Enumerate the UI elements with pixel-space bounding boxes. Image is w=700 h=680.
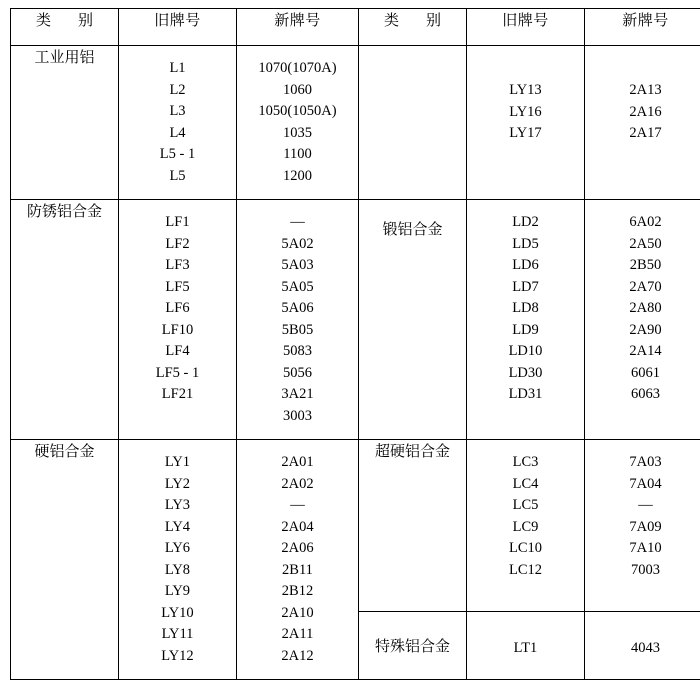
list-item: 2A06	[237, 538, 358, 560]
category-label: 防锈铝合金	[27, 204, 102, 220]
new-code-list	[237, 200, 358, 439]
category-label: 超硬铝合金	[375, 444, 450, 460]
list-item: LF5 - 1	[119, 363, 236, 385]
list-item: 3A21	[237, 384, 358, 406]
list-item: 2A17	[585, 123, 700, 145]
old-code-cell-industrial-aluminum	[119, 46, 237, 200]
new-code-list	[237, 440, 358, 679]
list-item: 2A12	[237, 646, 358, 668]
list-item: LD2	[467, 212, 584, 234]
list-item: 4043	[585, 638, 700, 660]
list-item: LC5	[467, 495, 584, 517]
table-row	[11, 440, 700, 612]
list-item: 1035	[237, 123, 358, 145]
list-item: LF6	[119, 298, 236, 320]
list-item: LD31	[467, 384, 584, 406]
list-item: 5083	[237, 341, 358, 363]
list-item: 2A01	[237, 452, 358, 474]
list-item: LY6	[119, 538, 236, 560]
list-item: L2	[119, 80, 236, 102]
list-item: 2A16	[585, 102, 700, 124]
list-item: 7A03	[585, 452, 700, 474]
list-item: 2A04	[237, 517, 358, 539]
new-code-list	[237, 46, 358, 199]
list-item: 7A10	[585, 538, 700, 560]
new-code-cell-special-aluminum-alloy	[585, 612, 700, 680]
category-cell-special-aluminum-alloy	[359, 612, 467, 680]
list-item: 6A02	[585, 212, 700, 234]
list-item: 1200	[237, 166, 358, 188]
list-item: LY3	[119, 495, 236, 517]
category-label: 硬铝合金	[34, 444, 94, 460]
list-item: LF2	[119, 234, 236, 256]
list-item: LT1	[467, 638, 584, 660]
list-item: L4	[119, 123, 236, 145]
new-code-cell-hard-aluminum-alloy	[237, 440, 359, 680]
new-code-cell-continued-hard-aluminum	[585, 46, 700, 200]
list-item: LD7	[467, 277, 584, 299]
old-code-cell-forged-aluminum-alloy	[467, 200, 585, 440]
list-item: 6061	[585, 363, 700, 385]
list-item: 2A70	[585, 277, 700, 299]
new-code-list	[585, 612, 700, 672]
list-item: 2A11	[237, 624, 358, 646]
list-item: 1050(1050A)	[237, 101, 358, 123]
list-item: LD8	[467, 298, 584, 320]
new-code-cell-forged-aluminum-alloy	[585, 200, 700, 440]
category-label: 工业用铝	[34, 50, 94, 66]
list-item: —	[585, 495, 700, 517]
list-item: LD30	[467, 363, 584, 385]
list-item: LY1	[119, 452, 236, 474]
category-cell-rustproof-aluminum-alloy	[11, 200, 119, 440]
header-old-code-left-label: 旧牌号	[154, 13, 201, 29]
old-code-list	[467, 200, 584, 418]
category-label: 特殊铝合金	[375, 639, 450, 655]
list-item: LF5	[119, 277, 236, 299]
category-cell-continued-hard-aluminum	[359, 46, 467, 200]
list-item: 5B05	[237, 320, 358, 342]
list-item: 5A03	[237, 255, 358, 277]
list-item: LY13	[467, 80, 584, 102]
list-item: L1	[119, 58, 236, 80]
old-code-list	[467, 612, 584, 672]
header-old-code-right-label: 旧牌号	[502, 13, 549, 29]
list-item: LC10	[467, 538, 584, 560]
list-item: 2B12	[237, 581, 358, 603]
list-item: LY4	[119, 517, 236, 539]
list-item: LY17	[467, 123, 584, 145]
list-item: LC4	[467, 474, 584, 496]
list-item: LY9	[119, 581, 236, 603]
list-item: LF10	[119, 320, 236, 342]
list-item: 7A09	[585, 517, 700, 539]
category-cell-industrial-aluminum	[11, 46, 119, 200]
old-code-list	[467, 46, 584, 157]
old-code-cell-special-aluminum-alloy	[467, 612, 585, 680]
list-item: LC9	[467, 517, 584, 539]
list-item: 7A04	[585, 474, 700, 496]
header-old-code-left	[119, 9, 237, 46]
header-category-right-label: 类 别	[378, 13, 447, 29]
header-category-left-label: 类 别	[30, 13, 99, 29]
list-item: 3003	[237, 406, 358, 428]
list-item: LC3	[467, 452, 584, 474]
list-item: LC12	[467, 560, 584, 582]
list-item: 2A10	[237, 603, 358, 625]
list-item: LY10	[119, 603, 236, 625]
document-page	[0, 8, 700, 643]
list-item: LD5	[467, 234, 584, 256]
category-cell-superhard-aluminum-alloy	[359, 440, 467, 612]
category-cell-forged-aluminum-alloy	[359, 200, 467, 440]
list-item: 2A50	[585, 234, 700, 256]
list-item: LY12	[119, 646, 236, 668]
list-item: 1070(1070A)	[237, 58, 358, 80]
table-header-row	[11, 9, 700, 46]
header-new-code-left	[237, 9, 359, 46]
header-new-code-left-label: 新牌号	[274, 13, 321, 29]
old-code-list	[119, 440, 236, 679]
list-item: LF3	[119, 255, 236, 277]
list-item: L5	[119, 166, 236, 188]
old-code-list	[119, 46, 236, 199]
list-item: 5A02	[237, 234, 358, 256]
list-item: 2A14	[585, 341, 700, 363]
new-code-cell-superhard-aluminum-alloy	[585, 440, 700, 612]
list-item: LD9	[467, 320, 584, 342]
category-cell-hard-aluminum-alloy	[11, 440, 119, 680]
list-item: LF4	[119, 341, 236, 363]
new-code-list	[585, 46, 700, 157]
list-item: 2B11	[237, 560, 358, 582]
old-code-cell-continued-hard-aluminum	[467, 46, 585, 200]
list-item: 5A05	[237, 277, 358, 299]
header-new-code-right-label: 新牌号	[622, 13, 669, 29]
list-item: L5 - 1	[119, 144, 236, 166]
list-item: LF21	[119, 384, 236, 406]
list-item: 1100	[237, 144, 358, 166]
list-item: 7003	[585, 560, 700, 582]
list-item	[119, 406, 236, 428]
list-item: 2A90	[585, 320, 700, 342]
list-item: 1060	[237, 80, 358, 102]
old-code-cell-rustproof-aluminum-alloy	[119, 200, 237, 440]
new-code-list	[585, 200, 700, 418]
list-item: 2A13	[585, 80, 700, 102]
new-code-cell-industrial-aluminum	[237, 46, 359, 200]
list-item: LD10	[467, 341, 584, 363]
list-item: LD6	[467, 255, 584, 277]
list-item: LY16	[467, 102, 584, 124]
header-new-code-right	[585, 9, 700, 46]
new-code-list	[585, 440, 700, 593]
list-item: 5A06	[237, 298, 358, 320]
new-code-cell-rustproof-aluminum-alloy	[237, 200, 359, 440]
old-code-list	[467, 440, 584, 593]
list-item: LY2	[119, 474, 236, 496]
table-row	[11, 46, 700, 200]
old-code-cell-superhard-aluminum-alloy	[467, 440, 585, 612]
old-code-list	[119, 200, 236, 439]
old-code-cell-hard-aluminum-alloy	[119, 440, 237, 680]
header-old-code-right	[467, 9, 585, 46]
alloy-code-table	[10, 8, 700, 680]
list-item: —	[237, 495, 358, 517]
header-category-left	[11, 9, 119, 46]
list-item: LY11	[119, 624, 236, 646]
list-item: —	[237, 212, 358, 234]
list-item: L3	[119, 101, 236, 123]
list-item: LF1	[119, 212, 236, 234]
list-item: 2B50	[585, 255, 700, 277]
list-item: 5056	[237, 363, 358, 385]
category-label: 锻铝合金	[382, 222, 442, 238]
list-item: 2A02	[237, 474, 358, 496]
list-item: 6063	[585, 384, 700, 406]
list-item: 2A80	[585, 298, 700, 320]
list-item: LY8	[119, 560, 236, 582]
table-row	[11, 200, 700, 440]
header-category-right	[359, 9, 467, 46]
